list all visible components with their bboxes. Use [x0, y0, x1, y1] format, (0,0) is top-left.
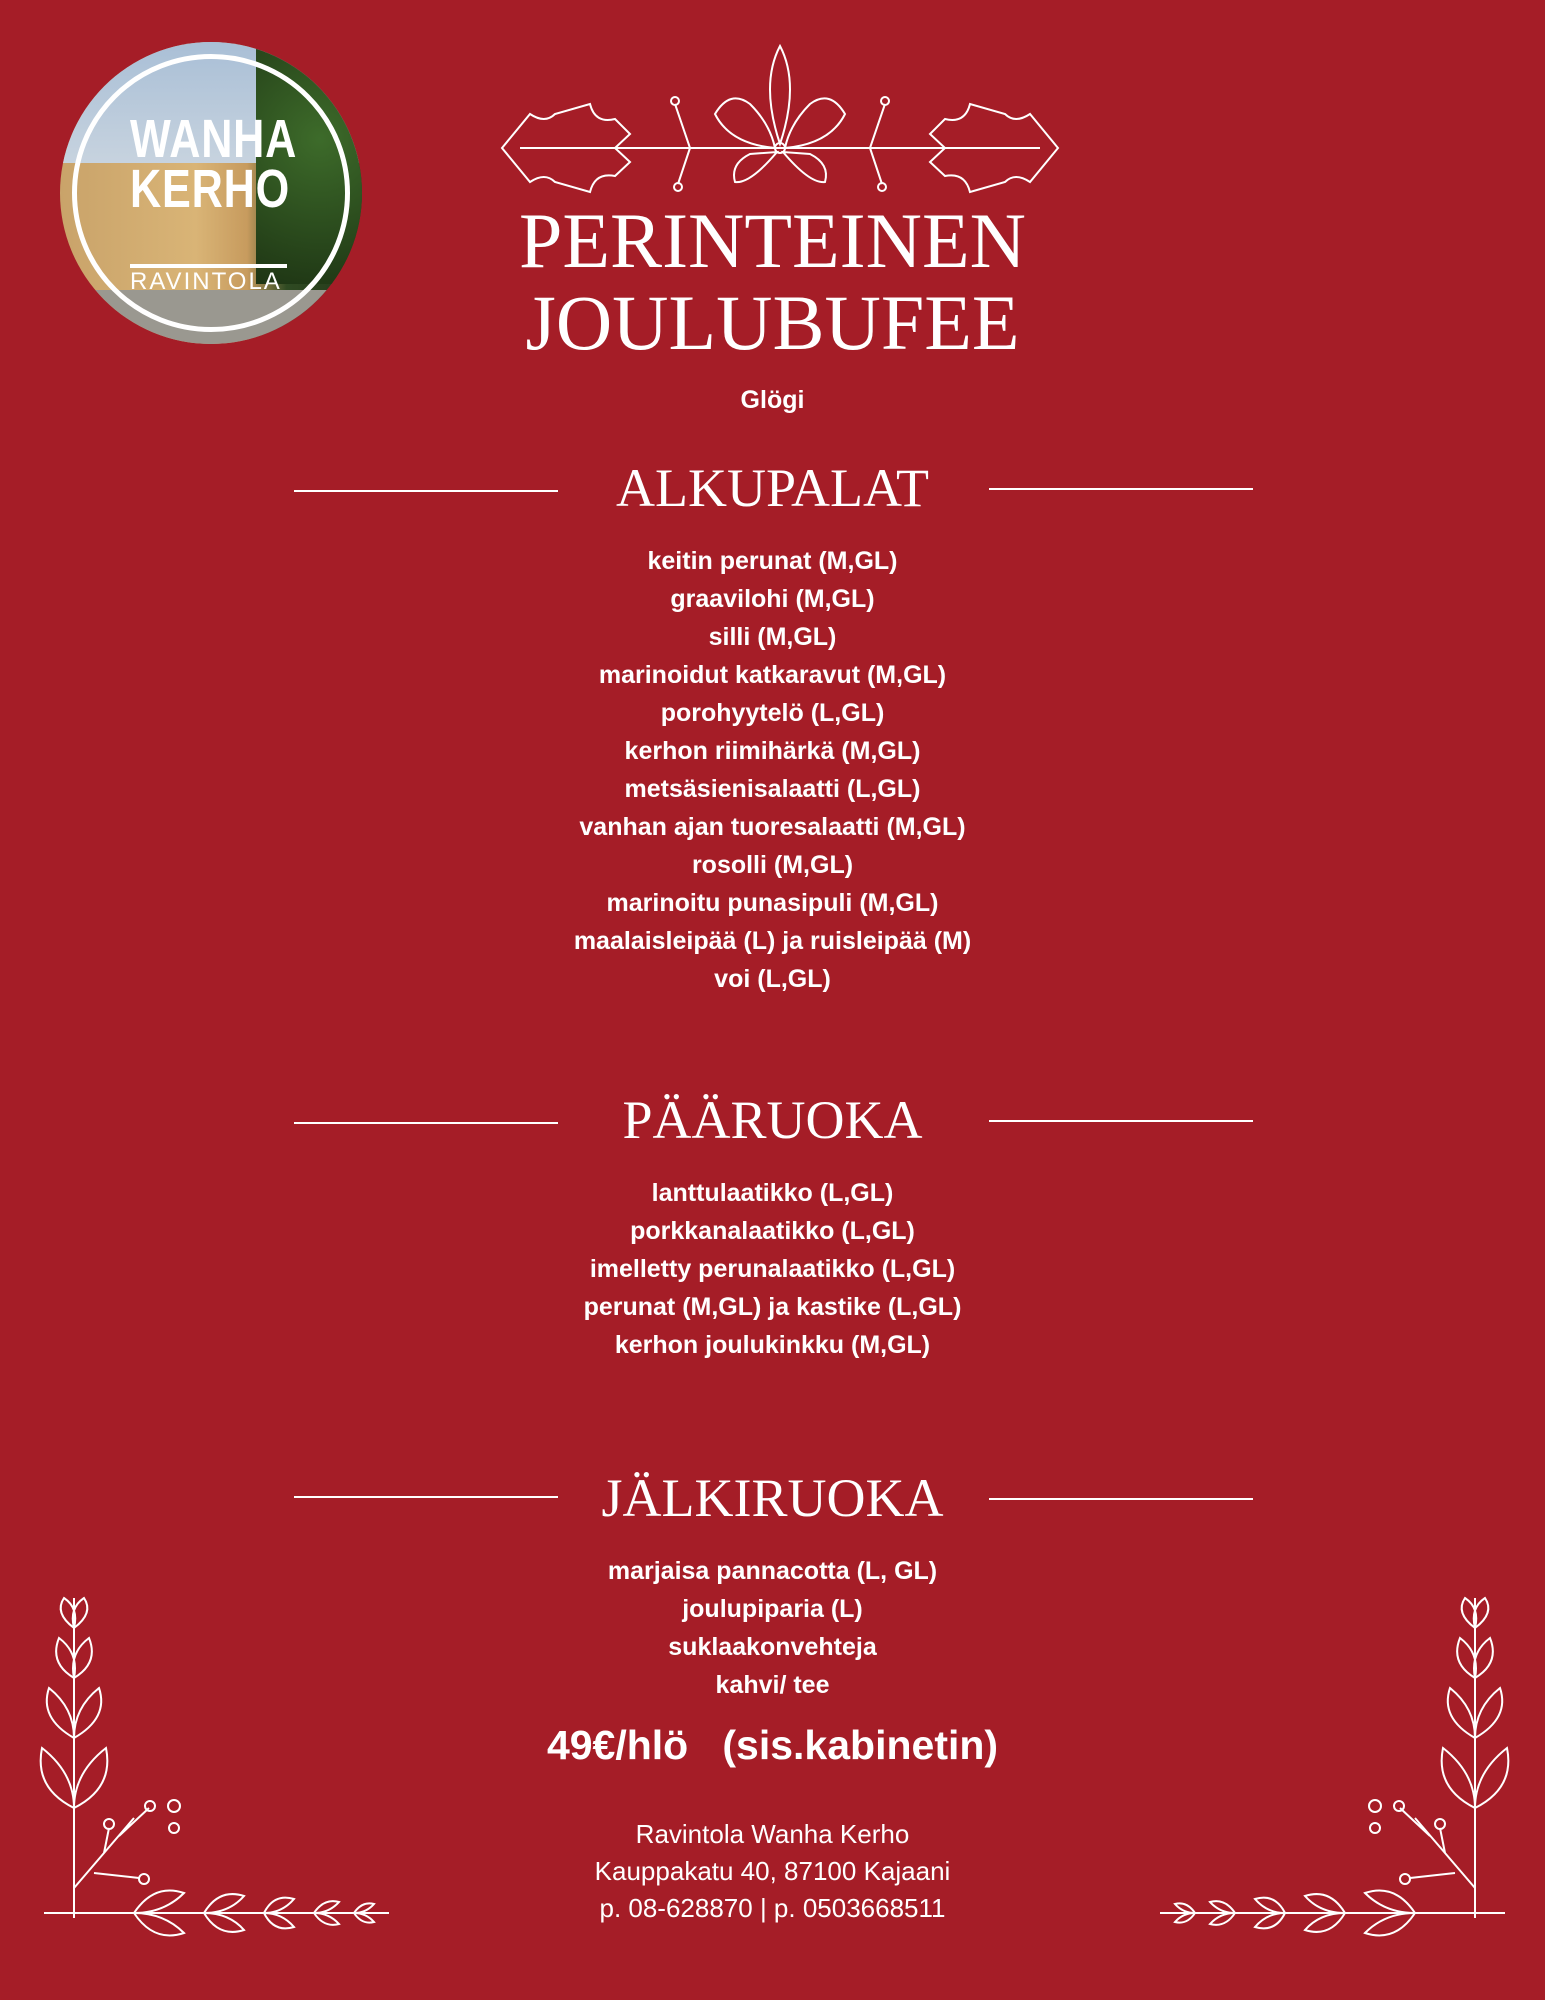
menu-item: kahvi/ tee	[715, 1671, 830, 1699]
holly-ornament-icon	[500, 44, 1060, 194]
menu-item: keitin perunat (M,GL)	[647, 547, 898, 575]
menu-item: perunat (M,GL) ja kastike (L,GL)	[583, 1293, 962, 1321]
menu-item: kerhon riimihärkä (M,GL)	[624, 737, 921, 765]
section-paaruoka	[0, 1090, 1545, 1364]
logo-text: WANHA KERHO	[130, 109, 298, 219]
menu-item: silli (M,GL)	[708, 623, 837, 651]
menu-item: maalaisleipää (L) ja ruisleipää (M)	[573, 927, 972, 955]
menu-item: kerhon joulukinkku (M,GL)	[614, 1331, 931, 1359]
contact-name: Ravintola Wanha Kerho	[635, 1819, 910, 1849]
menu-item: marinoitu punasipuli (M,GL)	[606, 889, 939, 917]
menu-item: imelletty perunalaatikko (L,GL)	[589, 1255, 956, 1283]
divider	[294, 490, 558, 492]
menu-item: suklaakonvehteja	[668, 1633, 877, 1661]
menu-item: rosolli (M,GL)	[691, 851, 854, 879]
section-heading: ALKUPALAT	[615, 458, 930, 518]
page-title: PERINTEINEN JOULUBUFEE	[519, 197, 1026, 366]
section-heading: PÄÄRUOKA	[622, 1090, 923, 1150]
menu-item: metsäsienisalaatti (L,GL)	[624, 775, 921, 803]
menu-item: porkkanalaatikko (L,GL)	[630, 1217, 915, 1245]
section-alkupalat	[0, 458, 1545, 998]
menu-item: marjaisa pannacotta (L, GL)	[607, 1557, 938, 1585]
menu-item: voi (L,GL)	[714, 965, 831, 993]
divider	[294, 1496, 558, 1498]
welcome-drink: Glögi	[740, 386, 805, 414]
menu-item: graavilohi (M,GL)	[670, 585, 875, 613]
divider	[989, 1498, 1253, 1500]
branch-decoration-right-icon	[1155, 1588, 1515, 1948]
divider	[989, 1120, 1253, 1122]
menu-item: lanttulaatikko (L,GL)	[651, 1179, 894, 1207]
menu-item: porohyytelö (L,GL)	[660, 699, 885, 727]
divider	[989, 488, 1253, 490]
section-heading: JÄLKIRUOKA	[601, 1468, 944, 1528]
menu-item: vanhan ajan tuoresalaatti (M,GL)	[579, 813, 966, 841]
branch-decoration-left-icon	[34, 1588, 394, 1948]
divider	[294, 1122, 558, 1124]
menu-item: marinoidut katkaravut (M,GL)	[598, 661, 947, 689]
menu-item: joulupiparia (L)	[682, 1595, 863, 1623]
logo-subtext: RAVINTOLA	[130, 268, 282, 295]
contact-phone: p. 08-628870 | p. 0503668511	[599, 1893, 946, 1923]
contact-address: Kauppakatu 40, 87100 Kajaani	[594, 1856, 951, 1886]
price: 49€/hlö (sis.kabinetin)	[546, 1722, 999, 1768]
